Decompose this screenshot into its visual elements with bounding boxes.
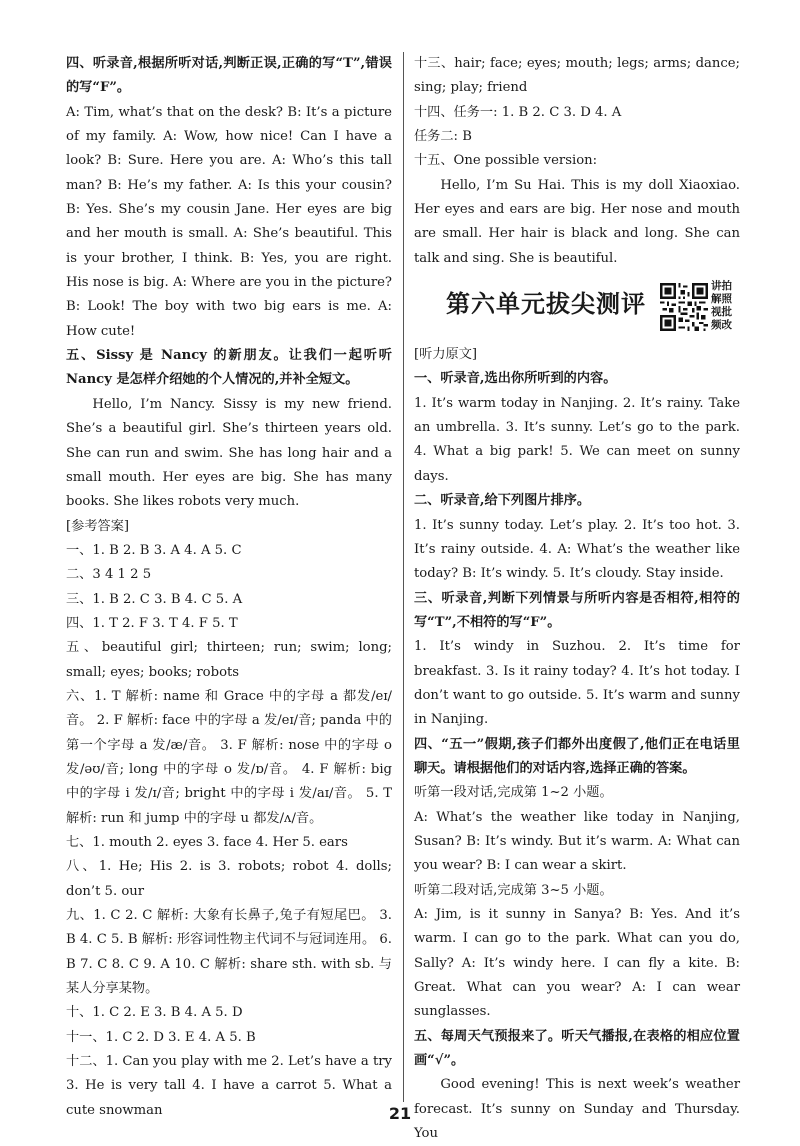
- answer-5: 五、beautiful girl; thirteen; run; swim; long; small; eyes; books; robots: [66, 640, 392, 680]
- q2-text: 1. It’s sunny today. Let’s play. 2. It’s too hot. 3. It’s rainy outside. 4. A: What’s the weather like today? B: It’s windy. 5. It’s cloudy. Stay inside.: [414, 517, 740, 582]
- answer-14-task1: 十四、任务一: 1. B 2. C 3. D 4. A: [414, 104, 622, 120]
- answer-9: 九、1. C 2. C 解析: 大象有长鼻子,兔子有短尾巴。 3. B 4. C 5. B 解析: 形容词性物主代词不与冠词连用。 6. B 7. C 8. C 9. A 10. C 解析: share sth. with sb. 与某人分享某物。: [66, 908, 392, 997]
- answer-15-text: Hello, I’m Su Hai. This is my doll Xiaoxiao. Her eyes and ears are big. Her nose and mouth are small. Her hair is black and long. She can talk and sing. She is beautiful.: [414, 177, 740, 266]
- answer-12: 十二、1. Can you play with me 2. Let’s have a try 3. He is very tall 4. I have a carrot 5. What a cute snowman: [66, 1054, 392, 1118]
- q1-heading: 一、听录音,选出你所听到的内容。: [414, 371, 617, 387]
- answer-1: 一、1. B 2. B 3. A 4. A 5. C: [66, 542, 242, 558]
- column-divider: [403, 52, 404, 1102]
- qr-code-label: 讲拍解照视批频改: [711, 280, 732, 332]
- listening-script-heading: [听力原文]: [414, 347, 478, 363]
- section-4-heading: 四、听录音,根据所听对话,判断正误,正确的写“T”,错误的写“F”。: [66, 56, 392, 96]
- q5-text: Good evening! This is next week’s weather forecast. It’s sunny on Sunday and Thursday. You: [414, 1077, 740, 1142]
- q5-heading: 五、每周天气预报来了。听天气播报,在表格的相应位置画“√”。: [414, 1028, 740, 1069]
- left-column: [66, 52, 392, 1123]
- q4-dialogue-2: A: Jim, is it sunny in Sanya? B: Yes. And it’s warm. I can go to the park. What can you do, Sally? A: It’s windy here. I can fly a kite. B: Great. What can you wear? A: I can wear sunglasses.: [414, 907, 740, 1020]
- section-4-dialogue: A: Tim, what’s that on the desk? B: It’s a picture of my family. A: Wow, how nice! Can I have a look? B: Sure. Here you are. A: Who’s this tall man? B: He’s my father. A: Is this your cousin? B: Yes. She’s my cousin Jane. Her eyes are big and her mouth is small. A: She’s beautiful. This is your brother, I think. B: Yes, you are right. His nose is big. A: Where are you in the picture? B: Look! The boy with two big ears is me. A: How cute!: [66, 104, 392, 339]
- section-5-heading: 五、Sissy 是 Nancy 的新朋友。让我们一起听听 Nancy 是怎样介绍她的个人情况的,并补全短文。: [66, 348, 392, 388]
- page-number: 21: [388, 1104, 412, 1123]
- unit-title: 第六单元拔尖测评: [446, 290, 646, 319]
- answer-6: 六、1. T 解析: name 和 Grace 中的字母 a 都发/eɪ/音。 2. F 解析: face 中的字母 a 发/eɪ/音; panda 中的第一个字母 a 发/æ/音。 3. F 解析: nose 中的字母 o 发/əʊ/音; long 中的字母 o 发/ɒ/音。 4. F 解析: big 中的字母 i 发/ɪ/音; bright 中的字母 i 发/aɪ/音。 5. T 解析: run 和 jump 中的字母 u 都发/ʌ/音。: [66, 688, 392, 826]
- right-column: [414, 52, 740, 1146]
- q2-heading: 二、听录音,给下列图片排序。: [414, 493, 591, 509]
- q4-heading: 四、“五一”假期,孩子们都外出度假了,他们正在电话里聊天。请根据他们的对话内容,选择正确的答案。: [414, 736, 740, 776]
- answer-15: 十五、One possible version:: [414, 153, 598, 169]
- answer-11: 十一、1. C 2. D 3. E 4. A 5. B: [66, 1029, 256, 1045]
- answer-10: 十、1. C 2. E 3. B 4. A 5. D: [66, 1005, 243, 1021]
- q1-text: 1. It’s warm today in Nanjing. 2. It’s rainy. Take an umbrella. 3. It’s sunny. Let’s go to the park. 4. What a big park! 5. We can meet on sunny days.: [414, 395, 740, 484]
- q3-heading: 三、听录音,判断下列情景与所听内容是否相符,相符的写“T”,不相符的写“F”。: [414, 590, 740, 630]
- answer-8: 八、1. He; His 2. is 3. robots; robot 4. dolls; don’t 5. our: [66, 859, 392, 899]
- answer-2: 二、3 4 1 2 5: [66, 567, 152, 583]
- answer-14-task2: 任务二: B: [414, 129, 472, 145]
- q4-dialogue-1: A: What’s the weather like today in Nanjing, Susan? B: It’s windy. But it’s warm. A: What can you wear? B: I can wear a skirt.: [414, 809, 740, 874]
- q4-sub1: 听第一段对话,完成第 1~2 小题。: [414, 785, 613, 801]
- q3-text: 1. It’s windy in Suzhou. 2. It’s time for breakfast. 3. Is it rainy today? 4. It’s hot today. I don’t want to go outside. 5. It’s warm and sunny in Nanjing.: [414, 639, 740, 728]
- unit-title-row: [414, 277, 740, 339]
- q4-sub2: 听第二段对话,完成第 3~5 小题。: [414, 882, 613, 898]
- answer-7: 七、1. mouth 2. eyes 3. face 4. Her 5. ears: [66, 835, 348, 850]
- answer-3: 三、1. B 2. C 3. B 4. C 5. A: [66, 591, 243, 607]
- qr-code-icon[interactable]: [660, 283, 708, 331]
- section-5-passage: Hello, I’m Nancy. Sissy is my new friend. She’s a beautiful girl. She’s thirteen years old. She can run and swim. She has long hair and a small mouth. Her eyes are big. She has many books. She likes robots very much.: [66, 396, 392, 510]
- answer-13: 十三、hair; face; eyes; mouth; legs; arms; dance; sing; play; friend: [414, 56, 740, 96]
- reference-answers-heading: [参考答案]: [66, 518, 130, 534]
- answer-4: 四、1. T 2. F 3. T 4. F 5. T: [66, 615, 238, 631]
